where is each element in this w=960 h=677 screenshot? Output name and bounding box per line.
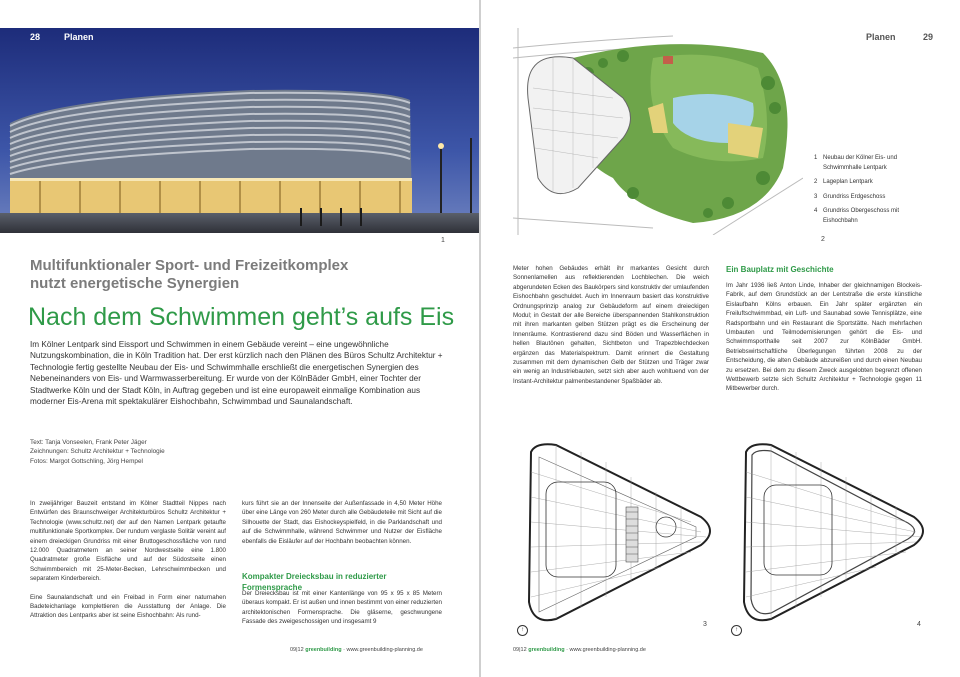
caption-number: 1 xyxy=(814,155,818,161)
caption-item xyxy=(814,193,934,203)
site-plan xyxy=(513,28,803,235)
kicker-line-1: Multifunktionaler Sport- und Freizeitkomplex xyxy=(30,257,349,274)
paragraph: kurs führt sie an der Innenseite der Außenfassade in 4,50 Meter Höhe über eine Länge von 260 Meter durch alle Gebäudeteile mit Sicht auf die Silhouette der Stadt, das Eishockeyspielfeld, in die Parklandschaft und auf die Schwimmhalle, während Schwimmer und Nutzer der Eisfläche ebenfalls die Eisläufer auf der Hochbahn beobachten können. xyxy=(242,500,442,545)
caption-text: Grundriss Obergeschoss mit Eishochbahn xyxy=(823,208,900,224)
body-column-2b xyxy=(242,589,442,636)
body-column-2 xyxy=(242,499,442,555)
website-url: · www.greenbuilding-planning.de xyxy=(343,647,423,653)
caption-text: Neubau der Kölner Eis- und Schwimmhalle Lentpark xyxy=(823,155,898,171)
figure-number: 3 xyxy=(703,621,707,628)
paragraph: Der Dreiecksbau ist mit einer Kantenlänge von 95 x 95 x 85 Metern überaus kompakt. Er ist außen und innen bestimmt von einer reduzierten architektonischen Formensprache. Die gläserne, geschwungene Fassade des zweigeschossigen und insgesamt 9 xyxy=(242,590,442,626)
north-arrow-icon: ↑ xyxy=(731,625,742,636)
credit-text: Text: Tanja Vonseelen, Frank Peter Jäger xyxy=(30,439,147,446)
figure-number: 1 xyxy=(441,237,445,244)
subheading: Ein Bauplatz mit Geschichte xyxy=(726,265,834,274)
body-column-4 xyxy=(726,281,922,403)
brand: greenbuilding xyxy=(528,647,565,653)
kicker-line-2: nutzt energetische Synergien xyxy=(30,275,240,292)
brand: greenbuilding xyxy=(305,647,342,653)
website-url: · www.greenbuilding-planning.de xyxy=(566,647,646,653)
section-label: Planen xyxy=(866,32,896,42)
building-photo xyxy=(0,28,479,233)
paragraph: Meter hohen Gebäudes erhält ihr markantes Gesicht durch Sonnenlamellen aus reflektierenden Lochblechen. Die weich abgerundeten Ecken des Baukörpers sind konstruktiv der umlaufenden Eishochbahn geschuldet. Auch im Innenraum basiert das konstruktive Ordnungsprinzip analog zur Gebäudeform auf einem dreieckigen Modul; in Gestalt der alle Bereiche überspannenden Stahlkonstruktion mit ihren markanten gelben Stützen prägt es die Erscheinung der Innenräume. Kontrastierend dazu sind Böden und Wasserflächen in hellen Blautönen gehalten, Sichtbeton und Trapezblechdecken ergänzen das Materialspektrum. Damit erinnert die Gestaltung zusammen mit dem dynamischen Gelb der Stützen und Träger zwar ein wenig an Industriebauten, setzt sich aber auch wohltuend von der Instant-Architektur palmenbestandener Spaßbäder ab. xyxy=(513,265,709,385)
caption-number: 4 xyxy=(814,208,818,215)
body-column-1 xyxy=(30,499,226,630)
credits xyxy=(30,438,330,466)
caption-list xyxy=(814,154,934,232)
caption-text: Lageplan Lentpark xyxy=(823,179,873,186)
left-page xyxy=(0,0,479,677)
subheading: Kompakter Dreiecksbau in reduzierter Formensprache xyxy=(242,572,387,592)
issue: 09|12 xyxy=(290,647,304,653)
caption-item xyxy=(814,154,934,173)
ground-floor-plan xyxy=(511,437,723,625)
right-page xyxy=(481,0,960,677)
page-number: 28 xyxy=(30,32,41,42)
issue: 09|12 xyxy=(513,647,527,653)
upper-floor-plan xyxy=(726,437,936,625)
caption-item xyxy=(814,178,934,188)
left-footer xyxy=(290,647,423,653)
right-footer xyxy=(513,647,646,653)
caption-number: 2 xyxy=(814,179,818,186)
kicker xyxy=(30,257,450,293)
caption-item xyxy=(814,207,934,226)
body-column-3 xyxy=(513,264,709,395)
headline: Nach dem Schwimmen geht’s aufs Eis xyxy=(28,303,455,331)
section-label: Planen xyxy=(64,32,94,42)
caption-text: Grundriss Erdgeschoss xyxy=(823,193,886,200)
lead-paragraph: Im Kölner Lentpark sind Eissport und Schwimmen in einem Gebäude vereint – eine ungewöhnliche Nutzungskombination, die in Köln Tradition hat. Der erst kürzlich nach den Plänen des Büros Schultz Architektur + Technologie fertig gestellte Neubau der Eis- und Schwimmhalle erschließt die energetischen Synergien des Nebeneinanders von Eis- und Warmwasserbereitung. Er wurde von der KölnBäder GmbH, einer Tochter der Stadtwerke Köln und der Stadt Köln, in Auftrag gegeben und ist eine europaweit einmalige Kombination aus moderner Eis-Arena mit spektakulärer Eishochbahn, Schwimmbad und Saunalandschaft. xyxy=(30,340,443,407)
caption-number: 3 xyxy=(814,193,818,200)
credit-photos: Fotos: Margot Gottschling, Jörg Hempel xyxy=(30,457,143,465)
paragraph: Eine Saunalandschaft und ein Freibad in Form einer naturnahen Badeteichanlage komplettieren die Ausstattung der Anlage. Die Attraktion des Lentparks aber ist seine Eishochbahn: Als rund- xyxy=(30,593,226,620)
north-arrow-icon: ↑ xyxy=(517,625,528,636)
figure-number: 2 xyxy=(821,236,825,243)
figure-number: 4 xyxy=(917,621,921,628)
credit-drawings: Zeichnungen: Schultz Architektur + Technologie xyxy=(30,448,165,456)
paragraph: Im Jahr 1936 ließ Anton Linde, Inhaber der gleichnamigen Blockeis-Fabrik, auf dem Grundstück an der Lentstraße die erste künstliche Eislaufbahn Kölns erbauen. Ein Jahr später ergänzten ein Freiluftschwimmbad, ein Luft- und Saunabad sowie Tennisplätze, eine Radsportbahn und ein Restaurant die Sportstätte. Nach mehrfachen Umbauten und Teilmodernisierungen gehört die Eis- und Schwimmsporthalle seit 2007 zur KölnBäder GmbH. Betriebswirtschaftliche Überlegungen führten 2008 zu der Entscheidung, die alten Gebäude abzureißen und durch einen Neubau zu ersetzen. Bei dem zu diesem Zweck ausgelobten begrenzt offenen Wettbewerb setzte sich Schultz Architektur + Technologie gegen 11 Mitbewerber durch. xyxy=(726,282,922,393)
paragraph: In zweijähriger Bauzeit entstand im Kölner Stadtteil Nippes nach Entwürfen des Braunschweiger Architekturbüros Schultz Architektur + Technologie (www.schultz.net) der auf den Namen Lentpark getaufte multifunktionale Sportkomplex. Der rundum verglaste Solitär vereint auf einem dreieckigen Grundriss mit einer Bruttogeschossfläche von rund 12.000 Quadratmetern an seiner Nordwestseite eine 1.800 Quadratmeter große Eisfläche und auf der Südostseite einen Schwimmbereich mit 25-Meter-Becken, Lehrschwimmbecken und separatem Kinderbereich. xyxy=(30,500,226,583)
page-number: 29 xyxy=(923,32,934,42)
